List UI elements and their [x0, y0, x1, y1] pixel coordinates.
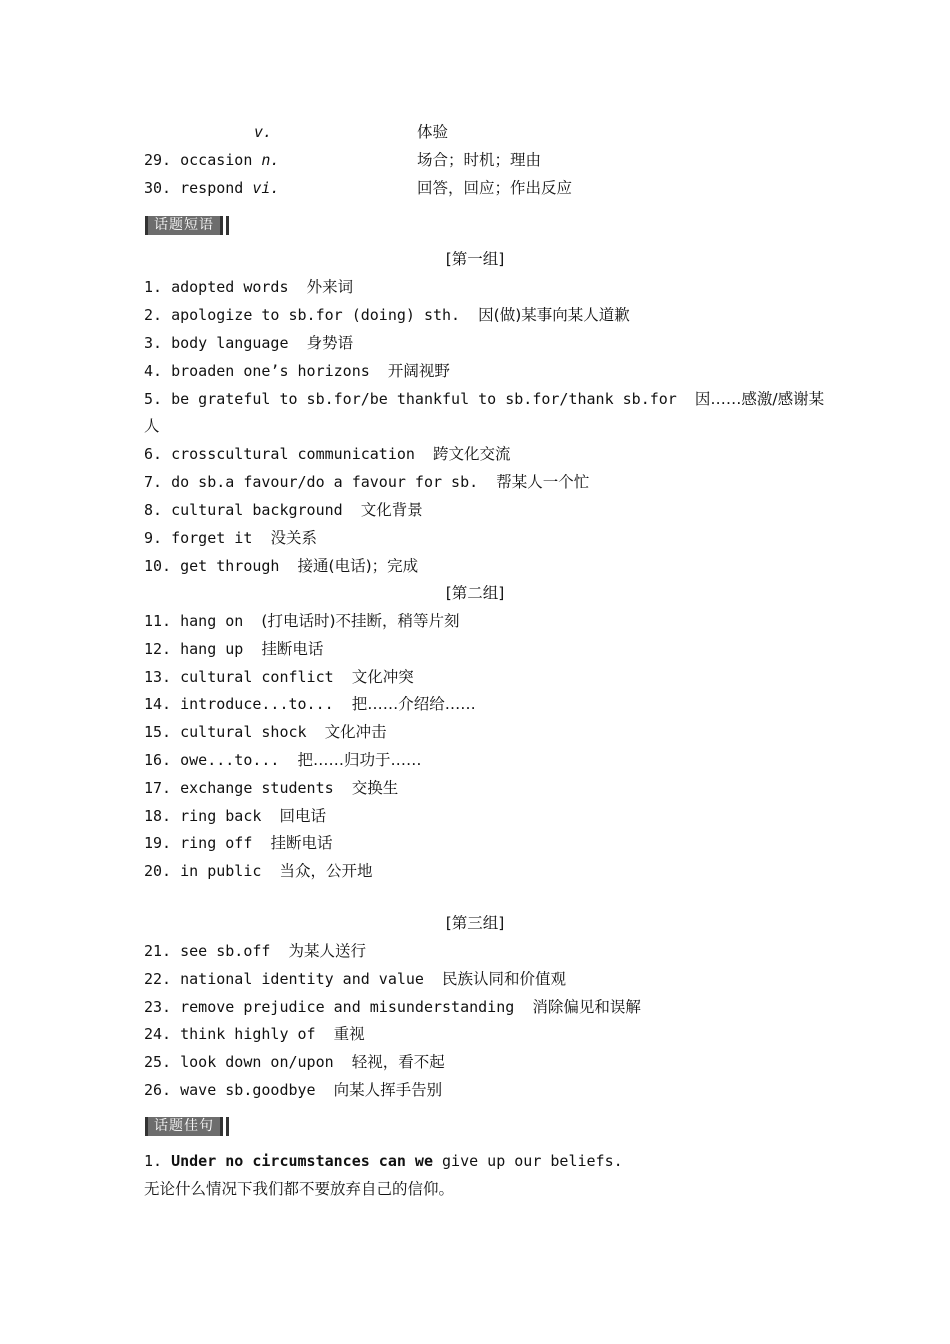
phrase-number: 13.: [144, 667, 172, 686]
phrase-number: 17.: [144, 778, 172, 797]
sentence-english: [144, 1151, 623, 1171]
phrase-item: [144, 778, 398, 798]
vocab-row: [144, 178, 573, 198]
phrase-item: [144, 361, 450, 381]
phrase-item: [144, 722, 387, 742]
phrase-chinese: 当众，公开地: [279, 862, 373, 881]
phrase-english: ring off: [180, 834, 253, 853]
phrase-chinese: 挂断电话: [261, 639, 324, 658]
phrase-number: 24.: [144, 1025, 172, 1044]
phrase-item: [144, 750, 422, 770]
phrase-english: apologize to sb.for (doing) sth.: [171, 306, 461, 324]
phrase-english: cultural shock: [180, 723, 307, 742]
phrase-chinese: 重视: [333, 1025, 365, 1044]
vocab-word: occasion: [180, 151, 253, 169]
phrase-english: cultural background: [171, 501, 343, 519]
vocab-row: [144, 150, 542, 170]
phrase-item: [144, 389, 824, 409]
phrase-english: ring back: [180, 806, 262, 825]
phrase-chinese: 文化背景: [360, 501, 423, 519]
phrase-chinese: 身势语: [306, 334, 354, 352]
phrase-chinese: 因(做)某事向某人道歉: [478, 306, 630, 324]
phrase-item: [144, 305, 630, 325]
phrase-english: think highly of: [180, 1025, 316, 1044]
phrase-chinese: 民族认同和价值观: [442, 969, 567, 988]
phrase-number: 7.: [144, 473, 163, 491]
section-badge-sentences: 话题佳句: [145, 1117, 223, 1136]
phrase-item: [144, 694, 476, 714]
phrase-chinese: 文化冲突: [351, 667, 414, 686]
phrase-english: look down on/upon: [180, 1053, 334, 1072]
phrase-chinese: 开阔视野: [387, 362, 450, 380]
phrase-english: introduce...to...: [180, 695, 334, 714]
phrase-item: [144, 861, 372, 881]
phrase-number: 25.: [144, 1053, 172, 1072]
phrase-chinese: 把……归功于……: [297, 751, 422, 769]
phrase-number: 4.: [144, 362, 163, 380]
phrase-english: owe...to...: [180, 751, 280, 769]
phrase-item: [144, 1052, 445, 1072]
group-heading-1: [第一组]: [445, 250, 505, 268]
phrase-chinese: 把……介绍给……: [351, 695, 476, 714]
group-heading-3: [第三组]: [445, 914, 505, 932]
phrase-number: 18.: [144, 806, 172, 825]
phrase-chinese: (打电话时)不挂断，稍等片刻: [261, 612, 460, 630]
vocab-word: respond: [180, 179, 244, 197]
phrase-item: [144, 333, 353, 353]
phrase-chinese: 为某人送行: [288, 942, 367, 960]
phrase-item: [144, 472, 589, 492]
phrase-chinese: 轻视，看不起: [351, 1053, 445, 1072]
phrase-item: [144, 528, 317, 548]
phrase-english: hang up: [180, 639, 244, 658]
vocab-meaning: 场合；时机；理由: [417, 151, 542, 169]
phrase-item: [144, 941, 366, 961]
sentence-number: 1.: [144, 1152, 163, 1170]
vocab-pos: n.: [261, 151, 280, 169]
phrase-item: [144, 997, 641, 1017]
phrase-number: 14.: [144, 695, 172, 714]
phrase-english: do sb.a favour/do a favour for sb.: [171, 473, 479, 491]
phrase-number: 20.: [144, 862, 172, 881]
phrase-number: 16.: [144, 751, 172, 769]
phrase-chinese: 接通(电话)；完成: [297, 557, 419, 575]
phrase-chinese: 跨文化交流: [433, 445, 511, 463]
phrase-item: [144, 500, 423, 520]
phrase-number: 6.: [144, 445, 163, 463]
phrase-item: [144, 556, 418, 576]
phrase-number: 9.: [144, 529, 163, 547]
phrase-english: national identity and value: [180, 969, 424, 988]
phrase-number: 11.: [144, 612, 172, 630]
vocab-pos: v.: [254, 123, 273, 141]
phrase-item: [144, 806, 326, 826]
phrase-number: 19.: [144, 834, 172, 853]
vocab-num: 29.: [144, 151, 172, 169]
phrase-item: [144, 833, 332, 853]
phrase-english: cultural conflict: [180, 667, 334, 686]
sentence-chinese: 无论什么情况下我们都不要放弃自己的信仰。: [144, 1180, 455, 1198]
section-badge-phrases: 话题短语: [145, 216, 223, 235]
phrase-item: [144, 611, 460, 631]
phrase-chinese: 因……感激/感谢某: [694, 390, 825, 408]
phrase-chinese: 文化冲击: [324, 723, 387, 742]
sentence-rest: give up our beliefs.: [433, 1152, 623, 1170]
phrase-item: [144, 667, 414, 687]
phrase-chinese: 向某人挥手告别: [333, 1081, 443, 1099]
phrase-chinese: 帮某人一个忙: [496, 473, 590, 491]
phrase-chinese: 回电话: [279, 806, 326, 825]
phrase-number: 1.: [144, 278, 163, 296]
phrase-chinese: 挂断电话: [270, 834, 333, 853]
phrase-item: [144, 277, 353, 297]
phrase-english: remove prejudice and misunderstanding: [180, 997, 515, 1016]
phrase-number: 10.: [144, 557, 172, 575]
phrase-english: body language: [171, 334, 289, 352]
phrase-english: adopted words: [171, 278, 289, 296]
phrase-chinese-continuation: 人: [144, 417, 160, 435]
group-heading-2: [第二组]: [445, 584, 505, 602]
phrase-english: broaden one’s horizons: [171, 362, 370, 380]
phrase-number: 5.: [144, 390, 163, 408]
phrase-item: [144, 1080, 442, 1100]
phrase-chinese: 交换生: [351, 778, 399, 797]
phrase-number: 2.: [144, 306, 163, 324]
phrase-english: hang on: [180, 612, 244, 630]
phrase-number: 8.: [144, 501, 163, 519]
phrase-english: be grateful to sb.for/be thankful to sb.for/thank sb.for: [171, 390, 677, 408]
phrase-number: 22.: [144, 969, 172, 988]
vocab-meaning: 回答，回应；作出反应: [417, 179, 573, 197]
phrase-item: [144, 969, 566, 989]
phrase-number: 15.: [144, 723, 172, 742]
phrase-english: see sb.off: [180, 942, 271, 960]
phrase-number: 12.: [144, 639, 172, 658]
phrase-english: in public: [180, 862, 262, 881]
phrase-number: 26.: [144, 1081, 172, 1099]
phrase-item: [144, 1024, 365, 1044]
phrase-english: wave sb.goodbye: [180, 1081, 316, 1099]
phrase-english: forget it: [171, 529, 253, 547]
vocab-meaning: 体验: [417, 123, 449, 141]
phrase-item: [144, 639, 323, 659]
phrase-number: 23.: [144, 997, 172, 1016]
vocab-num: 30.: [144, 179, 172, 197]
phrase-english: get through: [180, 557, 280, 575]
phrase-english: crosscultural communication: [171, 445, 415, 463]
vocab-pos: vi.: [252, 179, 280, 197]
phrase-item: [144, 444, 511, 464]
phrase-chinese: 外来词: [306, 278, 354, 296]
phrase-english: exchange students: [180, 778, 334, 797]
phrase-chinese: 消除偏见和误解: [532, 997, 641, 1016]
phrase-chinese: 没关系: [270, 529, 317, 547]
sentence-emphasis: Under no circumstances can we: [171, 1152, 433, 1170]
phrase-number: 3.: [144, 334, 163, 352]
phrase-number: 21.: [144, 942, 172, 960]
